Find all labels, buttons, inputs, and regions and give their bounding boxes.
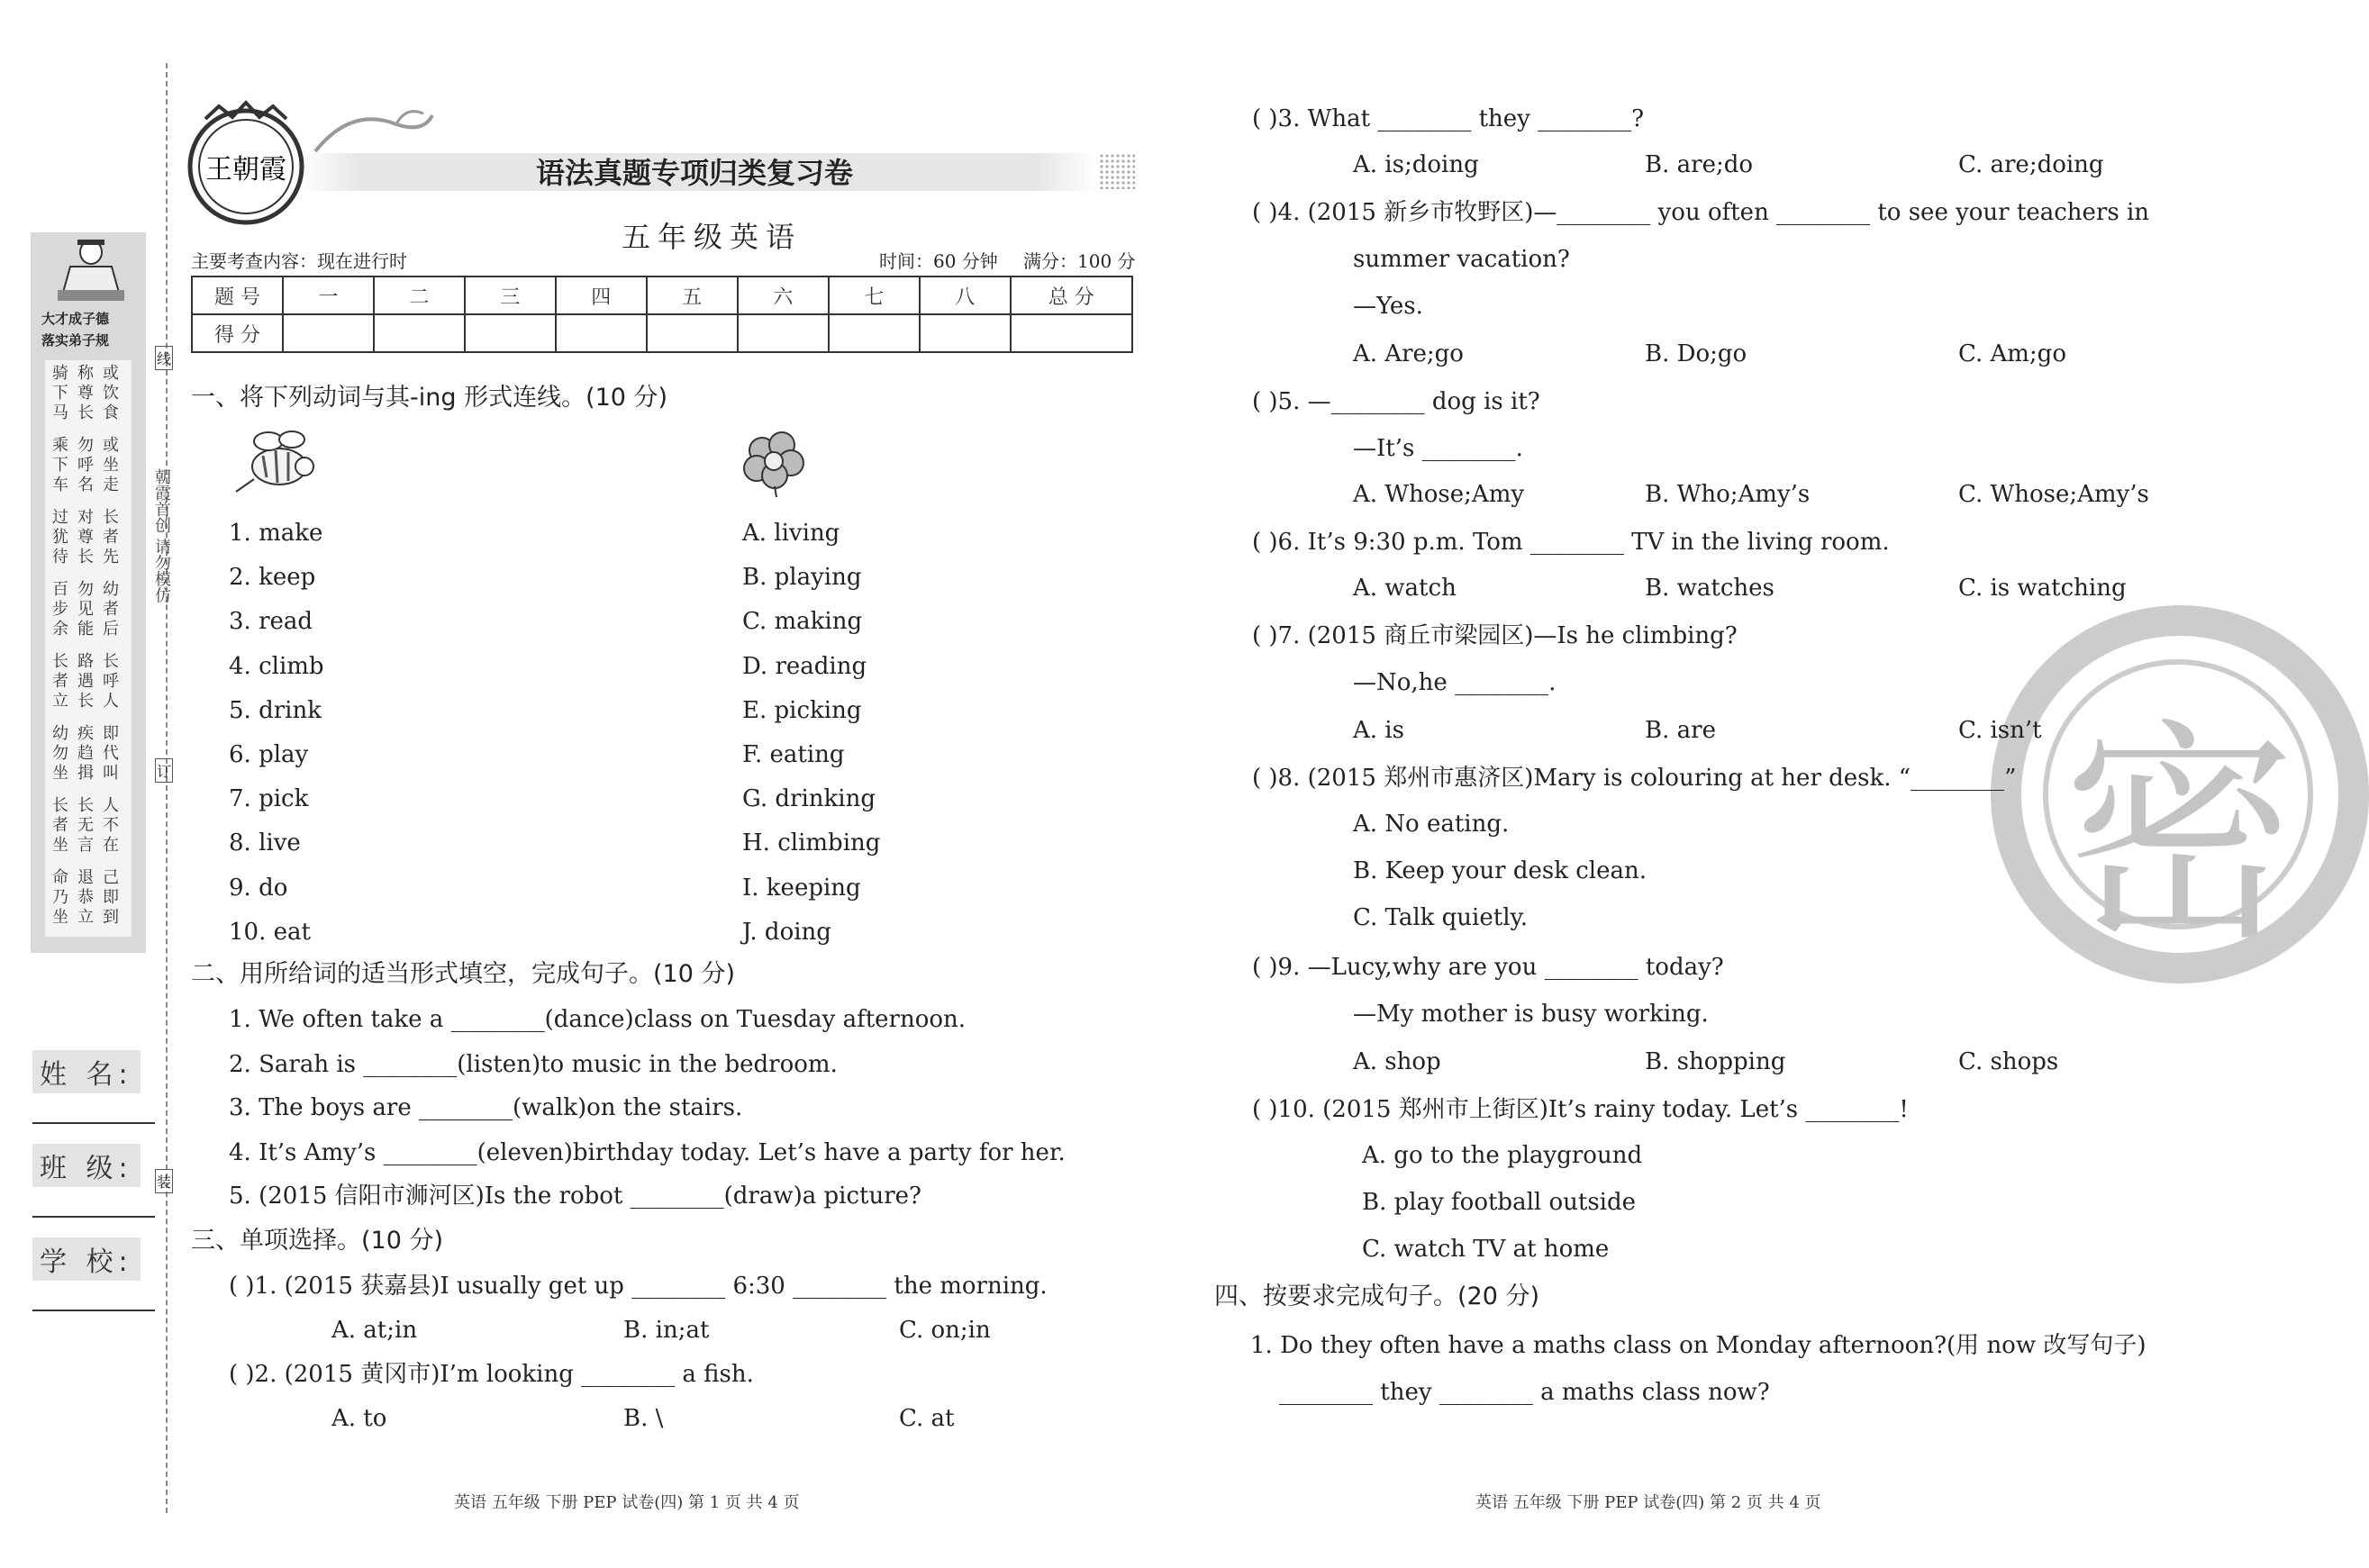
mc-question-4-cont: summer vacation? [1353,246,1570,273]
sidebar-rule-line: 车名走 [52,476,128,494]
paper-title: 语法真题专项归类复习卷 [535,156,853,190]
ing-form-item[interactable]: A. living [742,520,840,547]
score-header-cell: 总 分 [1011,276,1132,314]
score-header-cell: 一 [283,276,374,314]
mc-question-10: ( )10. (2015 郑州市上街区)It’s rainy today. Let’s ________! [1252,1096,1909,1123]
mc-question-9: ( )9. —Lucy,why are you ________ today? [1252,954,1724,981]
bee-icon [227,425,324,501]
class-label: 班 级: [32,1144,141,1187]
fill-item: 4. It’s Amy’s ________(eleven)birthday today. Let’s have a party for her. [229,1139,1066,1166]
content-label: 主要考查内容：现在进行时 [191,250,407,272]
sidebar-rule-line: 乃恭即 [52,888,128,907]
ing-form-item[interactable]: G. drinking [742,785,876,813]
verb-item[interactable]: 10. eat [229,918,311,946]
mc-option-a[interactable]: A. at;in [331,1317,418,1344]
sidebar-rule-line: 坐揖叫 [52,764,128,783]
footer-right: 英语 五年级 下册 PEP 试卷(四) 第 2 页 共 4 页 [1475,1493,1821,1512]
name-label: 姓 名: [32,1050,141,1093]
mc-option-c[interactable]: C. Whose;Amy’s [1958,481,2149,508]
rewrite-question-1: 1. Do they often have a maths class on Monday afternoon?(用 now 改写句子) [1250,1332,2147,1359]
ing-form-item[interactable]: C. making [742,608,863,636]
score-cell[interactable] [1011,314,1132,352]
verb-item[interactable]: 8. live [229,829,301,857]
sidebar-rule-line: 勿趋代 [52,744,128,763]
mc-option-a[interactable]: A. to [331,1405,387,1432]
mc-option-a[interactable]: A. watch [1353,575,1457,602]
mc-option-a[interactable]: A. shop [1353,1048,1441,1075]
score-cell[interactable] [556,314,647,352]
score-cell[interactable] [920,314,1011,352]
motto-top: 大才成子德 [41,311,110,327]
score-header-cell: 二 [374,276,465,314]
sidebar-rule-line: 下呼坐 [52,456,128,475]
section-4-heading: 四、按要求完成句子。(20 分) [1214,1282,1540,1310]
mc-option-c[interactable]: C. on;in [899,1317,991,1344]
seal-mark-2: 订 [155,758,173,783]
mc-option-c[interactable]: C. isn’t [1958,717,2042,744]
ing-form-item[interactable]: B. playing [742,564,862,592]
mc-question-8: ( )8. (2015 郑州市惠济区)Mary is colouring at her desk. “________” [1252,765,2017,792]
time-label: 时间：60 分钟 [879,250,998,272]
score-cell[interactable] [465,314,556,352]
ribbon-icon [297,97,441,160]
mc-question-4: ( )4. (2015 新乡市牧野区)—________ you often ________ to see your teachers in [1252,199,2149,226]
verb-item[interactable]: 1. make [229,520,323,547]
name-field[interactable] [32,1122,155,1124]
mc-option-c[interactable]: C. at [899,1405,955,1432]
school-field[interactable] [32,1310,155,1311]
motto-bottom: 落实弟子规 [41,332,110,349]
mc-option-b[interactable]: B. are [1645,717,1716,744]
mc-option-c[interactable]: C. Talk quietly. [1353,904,1529,931]
mc-option-c[interactable]: C. watch TV at home [1362,1236,1610,1263]
score-row-label: 得 分 [192,314,283,352]
mc-option-a[interactable]: A. go to the playground [1362,1142,1643,1169]
rewrite-answer-1[interactable]: ________ they ________ a maths class now? [1279,1379,1770,1406]
mc-option-c[interactable]: C. Am;go [1958,340,2066,367]
mc-question-4-reply: —Yes. [1353,293,1423,320]
scholar-icon [50,236,132,310]
fill-item: 3. The boys are ________(walk)on the stairs. [229,1094,743,1121]
sidebar-rule-line: 余能后 [52,620,128,639]
score-header-cell: 七 [829,276,920,314]
class-field[interactable] [32,1216,155,1218]
sidebar-rule-line: 步见者 [52,600,128,619]
score-header-cell: 四 [556,276,647,314]
score-cell[interactable] [374,314,465,352]
ing-form-item[interactable]: I. keeping [742,874,861,902]
school-label: 学 校: [32,1237,141,1281]
paper-subtitle: 五年级英语 [622,220,803,254]
verb-item[interactable]: 4. climb [229,652,324,680]
mc-option-a[interactable]: A. No eating. [1353,811,1510,838]
mc-question-1: ( )1. (2015 获嘉县)I usually get up ________ 6:30 ________ the morning. [229,1273,1048,1300]
sidebar-rule-line: 者遇呼 [52,672,128,691]
verb-item[interactable]: 5. drink [229,696,322,724]
brand-logo-text: 王朝霞 [205,154,286,186]
mc-option-a[interactable]: A. Whose;Amy [1353,481,1525,508]
fill-item: 2. Sarah is ________(listen)to music in the bedroom. [229,1051,838,1078]
banner-dots-icon [1099,153,1135,189]
mc-option-c[interactable]: C. shops [1958,1048,2059,1075]
mc-question-2: ( )2. (2015 黄冈市)I’m looking ________ a fish. [229,1361,754,1388]
sidebar-rule-line: 下尊饮 [52,384,128,403]
fill-item: 1. We often take a ________(dance)class on Tuesday afternoon. [229,1006,967,1033]
mc-question-7-reply: —No,he ________. [1353,669,1557,696]
sidebar-rule-line: 立长人 [52,692,128,711]
mc-option-b[interactable]: B. are;do [1645,151,1754,178]
mc-question-7: ( )7. (2015 商丘市梁园区)—Is he climbing? [1252,622,1738,649]
sidebar-rule-line: 乘勿或 [52,436,128,455]
score-cell[interactable] [829,314,920,352]
seal-mark-1: 线 [155,346,173,370]
ing-form-item[interactable]: H. climbing [742,829,881,857]
section-3-heading: 三、单项选择。(10 分) [191,1227,444,1255]
mc-question-3: ( )3. What ________ they ________? [1252,105,1645,132]
seal-mark-3: 装 [155,1169,173,1193]
ing-form-item[interactable]: D. reading [742,652,867,680]
mc-option-b[interactable]: B. shopping [1645,1048,1786,1075]
section-1-heading: 一、将下列动词与其-ing 形式连线。(10 分) [191,384,668,412]
mc-question-5: ( )5. —________ dog is it? [1252,388,1540,415]
sidebar-rule-line: 者无不 [52,816,128,835]
verb-item[interactable]: 2. keep [229,564,316,592]
sidebar-rule-line: 坐言在 [52,836,128,855]
score-header-cell: 五 [647,276,738,314]
confidential-stamp-char: 密 [2063,701,2297,973]
verb-item[interactable]: 9. do [229,874,288,902]
sidebar-rule-line: 坐立到 [52,908,128,927]
mc-option-b[interactable]: B. Keep your desk clean. [1353,857,1647,884]
ing-form-item[interactable]: E. picking [742,696,862,724]
score-header-cell: 题 号 [192,276,283,314]
mc-option-b[interactable]: B. play football outside [1362,1189,1637,1216]
mc-option-b[interactable]: B. \ [623,1405,664,1432]
flower-icon [735,425,814,499]
sidebar-rule-line: 长路长 [52,652,128,671]
verb-item[interactable]: 6. play [229,741,309,768]
score-cell[interactable] [647,314,738,352]
sidebar-rule-line: 长长人 [52,796,128,815]
sidebar-rule-line: 命退己 [52,868,128,887]
ing-form-item[interactable]: J. doing [742,918,831,946]
sidebar-rule-line: 百勿幼 [52,580,128,599]
mc-option-a[interactable]: A. is;doing [1353,151,1479,178]
sidebar-rule-line: 待长先 [52,548,128,566]
section-2-heading: 二、用所给词的适当形式填空，完成句子。(10 分) [191,960,736,988]
mc-option-c[interactable]: C. is watching [1958,575,2127,602]
verb-item[interactable]: 7. pick [229,785,309,813]
score-cell[interactable] [283,314,374,352]
sidebar-rule-line: 骑称或 [52,364,128,383]
score-header-cell: 三 [465,276,556,314]
mc-option-b[interactable]: B. in;at [623,1317,710,1344]
ing-form-item[interactable]: F. eating [742,741,845,768]
score-header-cell: 八 [920,276,1011,314]
full-score-label: 满分：100 分 [1023,250,1136,272]
mc-option-b[interactable]: B. Who;Amy’s [1645,481,1811,508]
copyright-vertical: 朝霞首创 请勿模仿 [152,468,171,603]
mc-option-b[interactable]: B. watches [1645,575,1774,602]
sidebar-rule-line: 过对长 [52,508,128,527]
footer-left: 英语 五年级 下册 PEP 试卷(四) 第 1 页 共 4 页 [454,1493,800,1512]
mc-question-9-reply: —My mother is busy working. [1353,1001,1709,1028]
mc-option-c[interactable]: C. are;doing [1958,151,2104,178]
mc-option-a[interactable]: A. Are;go [1353,340,1464,367]
mc-option-b[interactable]: B. Do;go [1645,340,1747,367]
mc-question-5-reply: —It’s ________. [1353,435,1523,462]
binding-line [166,63,168,1513]
score-cell[interactable] [738,314,829,352]
verb-item[interactable]: 3. read [229,608,313,636]
sidebar-rule-line: 犹尊者 [52,528,128,547]
sidebar-rule-line: 马长食 [52,403,128,422]
sidebar-rule-line: 幼疾即 [52,724,128,743]
mc-question-6: ( )6. It’s 9:30 p.m. Tom ________ TV in the living room. [1252,529,1890,556]
score-header-cell: 六 [738,276,829,314]
mc-option-a[interactable]: A. is [1353,717,1404,744]
fill-item: 5. (2015 信阳市浉河区)Is the robot ________(draw)a picture? [229,1183,921,1210]
score-table [191,276,1133,353]
